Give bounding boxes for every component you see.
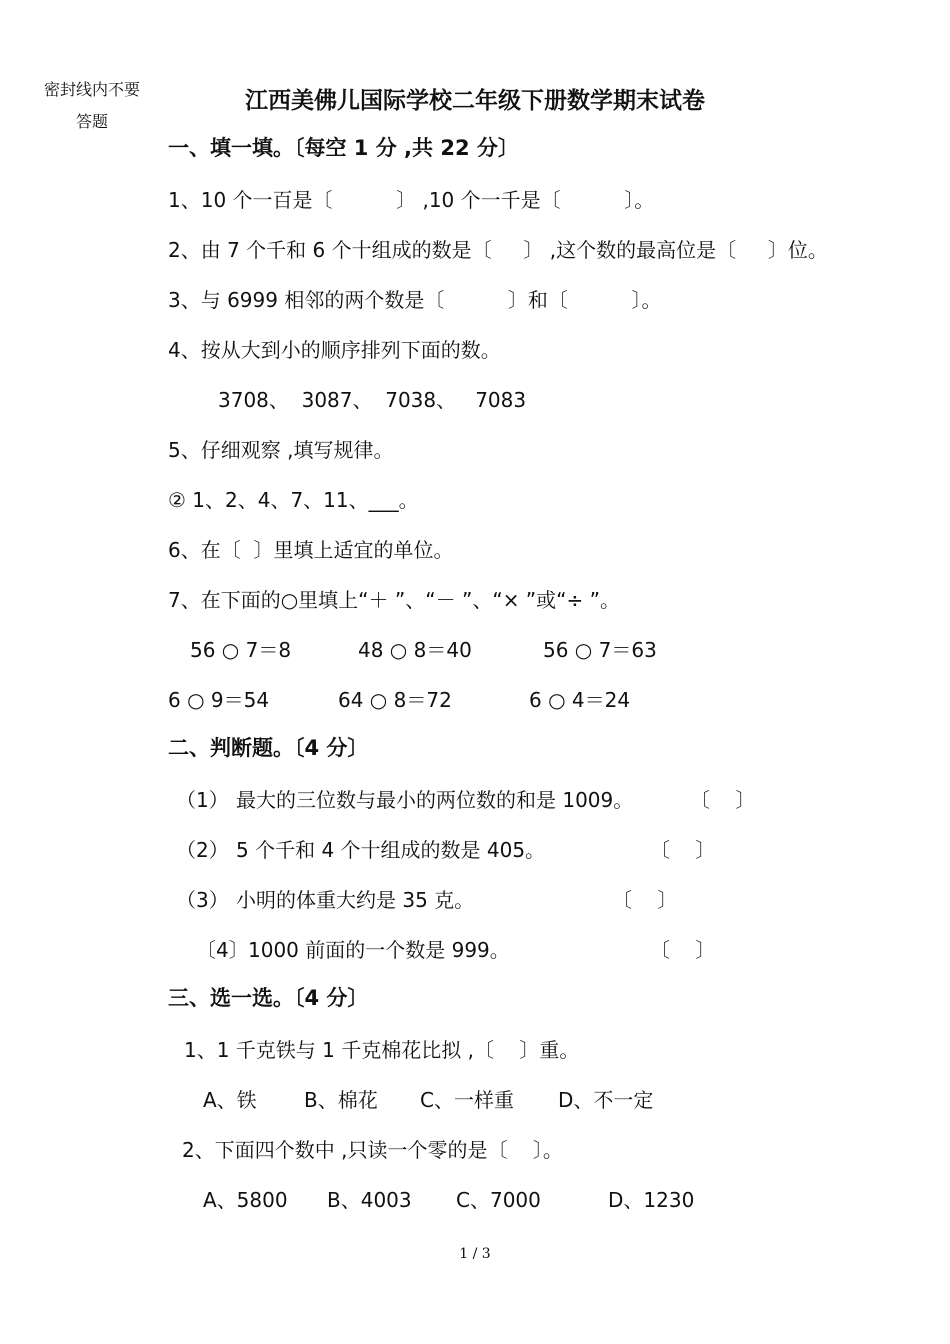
equation: 48 ○ 8＝40 bbox=[358, 638, 472, 662]
s1-question-5: 5、仔细观察 ,填写规律。 bbox=[168, 438, 394, 462]
judge-item-number: 〔4〕 bbox=[196, 938, 249, 962]
s1-question-3: 3、与 6999 相邻的两个数是〔 〕和〔 〕。 bbox=[168, 288, 662, 312]
side-note-line-1: 密封线内不要 bbox=[43, 80, 140, 99]
side-note-line-2: 答题 bbox=[75, 112, 108, 131]
s1-question-1: 1、10 个一百是〔 〕 ,10 个一千是〔 〕。 bbox=[168, 188, 655, 212]
answer-bracket: 〔 〕 bbox=[612, 888, 678, 912]
s3-question-1: 1、1 千克铁与 1 千克棉花比拟 ,〔 〕重。 bbox=[184, 1038, 580, 1062]
judge-item-number: （2） bbox=[176, 838, 229, 862]
s1-question-5-sequence: ② 1、2、4、7、11、___。 bbox=[168, 488, 419, 512]
s1-question-6: 6、在〔 〕里填上适宜的单位。 bbox=[168, 538, 454, 562]
answer-bracket: 〔 〕 bbox=[690, 788, 756, 812]
s1-question-4: 4、按从大到小的顺序排列下面的数。 bbox=[168, 338, 501, 362]
option-b: B、4003 bbox=[327, 1188, 412, 1212]
section-2-heading: 二、判断题。〔4 分〕 bbox=[168, 736, 369, 760]
equation: 6 ○ 4＝24 bbox=[529, 688, 631, 712]
judge-item-text: 小明的体重大约是 35 克。 bbox=[236, 888, 475, 912]
s1-question-7: 7、在下面的○里填上“＋ ”、“－ ”、“× ”或“÷ ”。 bbox=[168, 588, 621, 612]
equation: 56 ○ 7＝63 bbox=[543, 638, 657, 662]
s1-question-2: 2、由 7 个千和 6 个十组成的数是〔 〕 ,这个数的最高位是〔 〕位。 bbox=[168, 238, 828, 262]
option-a: A、5800 bbox=[203, 1188, 288, 1212]
s3-question-2: 2、下面四个数中 ,只读一个零的是〔 〕。 bbox=[182, 1138, 563, 1162]
page-title: 江西美佛儿国际学校二年级下册数学期末试卷 bbox=[245, 88, 705, 114]
answer-bracket: 〔 〕 bbox=[650, 838, 716, 862]
option-d: D、1230 bbox=[608, 1188, 695, 1212]
judge-item-text: 1000 前面的一个数是 999。 bbox=[248, 938, 510, 962]
judge-item-number: （3） bbox=[176, 888, 229, 912]
option-c: C、7000 bbox=[456, 1188, 541, 1212]
option-b: B、棉花 bbox=[304, 1088, 378, 1112]
judge-item-text: 5 个千和 4 个十组成的数是 405。 bbox=[236, 838, 546, 862]
equation: 64 ○ 8＝72 bbox=[338, 688, 452, 712]
option-c: C、一样重 bbox=[420, 1088, 514, 1112]
answer-bracket: 〔 〕 bbox=[650, 938, 716, 962]
section-1-heading: 一、填一填。〔每空 1 分 ,共 22 分〕 bbox=[168, 136, 519, 160]
judge-item-number: （1） bbox=[176, 788, 229, 812]
section-3-heading: 三、选一选。〔4 分〕 bbox=[168, 986, 369, 1010]
option-a: A、铁 bbox=[203, 1088, 257, 1112]
equation: 6 ○ 9＝54 bbox=[168, 688, 270, 712]
judge-item-text: 最大的三位数与最小的两位数的和是 1009。 bbox=[236, 788, 634, 812]
s1-question-4-numbers: 3708、 3087、 7038、 7083 bbox=[218, 388, 527, 412]
equation: 56 ○ 7＝8 bbox=[190, 638, 292, 662]
option-d: D、不一定 bbox=[558, 1088, 654, 1112]
page-number: 1 / 3 bbox=[459, 1246, 491, 1262]
